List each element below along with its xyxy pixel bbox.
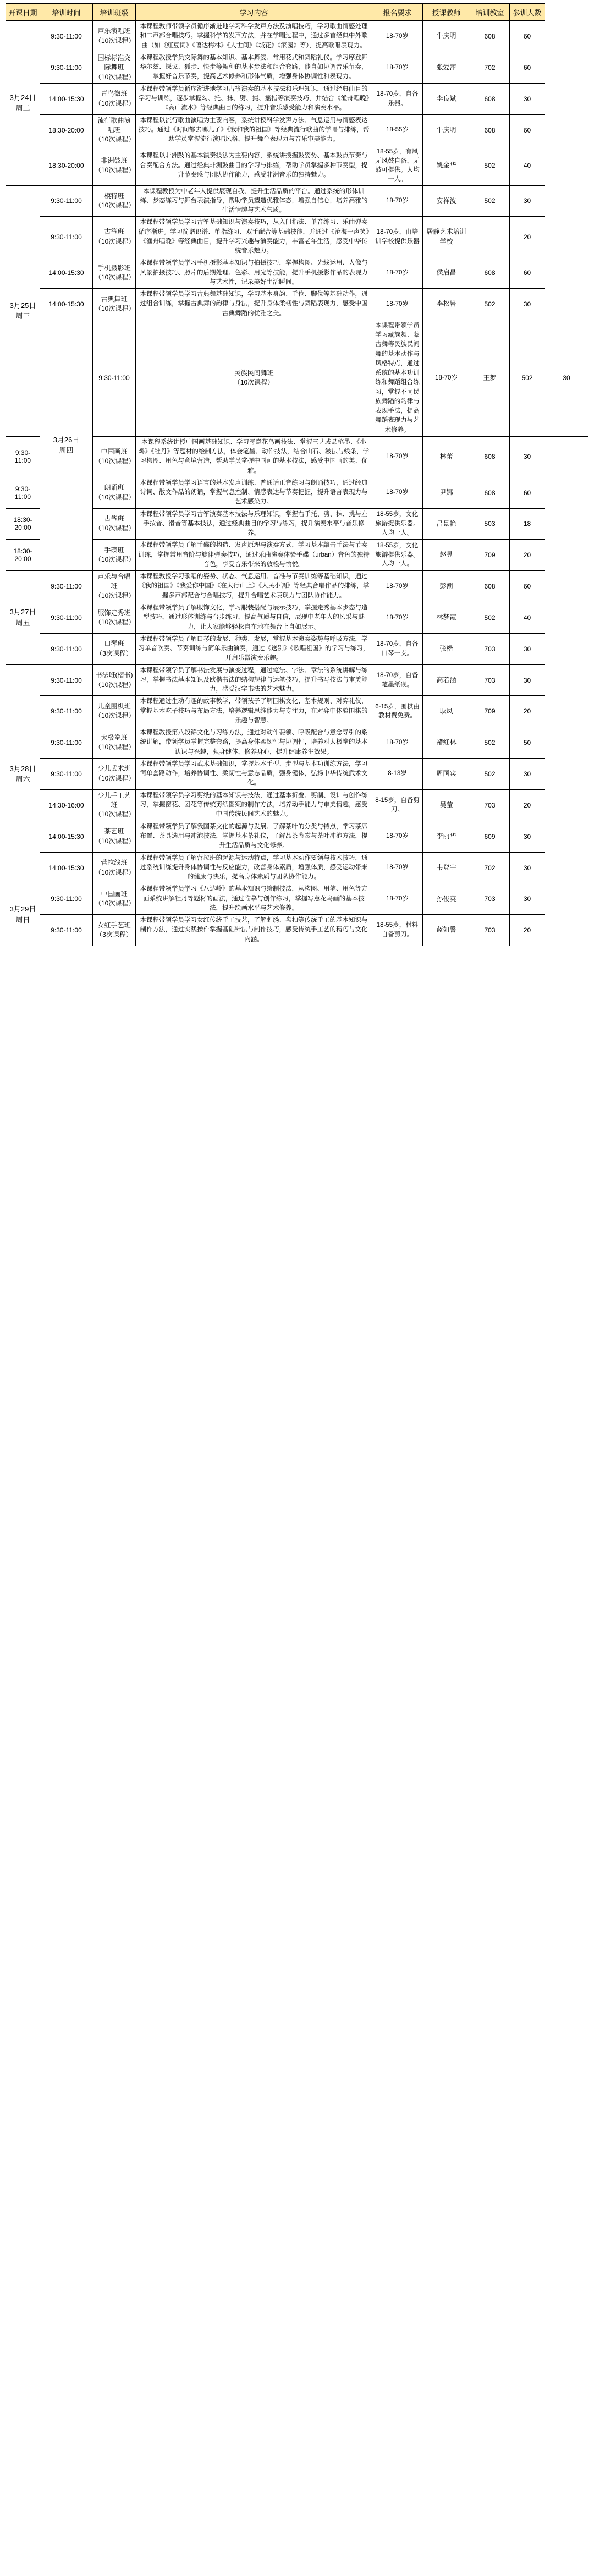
classroom-cell: 503 xyxy=(470,508,510,540)
table-row xyxy=(6,633,588,664)
course-content-cell: 本课程带领学员学习古典舞基础知识，学习基本身韵、手位、脚位等基础动作，通过组合训练，掌握古典舞的韵律与身法，提升身体柔韧性与舞蹈表现力，感受中国古典舞蹈的优雅之美。 xyxy=(136,289,372,320)
table-row xyxy=(6,320,588,436)
teacher-cell: 安祥波 xyxy=(423,185,470,217)
participant-count-cell: 20 xyxy=(510,540,545,571)
training-time-cell: 9:30-11:00 xyxy=(40,664,93,696)
training-time-cell: 14:00-15:30 xyxy=(40,289,93,320)
header-class: 培训班级 xyxy=(93,4,136,21)
participant-count-cell: 60 xyxy=(510,114,545,146)
table-row xyxy=(6,146,588,185)
course-content-cell: 本课程带领学员学习古筝基础知识与演奏技巧，从入门指法、单音练习、乐曲弹奏循序渐进。学习简谱识谱、单指练习、双手配合等基础技能，并通过《沧海一声笑》《渔舟唱晚》等经典曲目，提升学习兴趣与演奏能力，丰富老年生活，感受中华传统音乐魅力。 xyxy=(136,217,372,257)
course-date-cell: 3月24日 周二 xyxy=(6,21,40,186)
teacher-cell: 周国宾 xyxy=(423,758,470,789)
table-row xyxy=(6,217,588,257)
training-time-cell: 9:30-11:00 xyxy=(40,915,93,946)
training-time-cell: 14:00-15:30 xyxy=(40,852,93,883)
course-content-cell: 本课程带领学员了解书法发展与演变过程，通过笔法、字法、章法的系统讲解与练习，掌握书法基本知识及欧楷书法的结构规律与运笔技巧，提升书写技法与审美能力，感受汉字书法的艺术魅力。 xyxy=(136,664,372,696)
course-content-cell: 本课程教授学员交际舞的基本知识、基本舞姿、常用花式和舞蹈礼仪。学习摩登舞华尔兹、探戈、狐步、快步等舞种的基本步法和组合套路，能自如协调音乐节奏，掌握好音乐节奏，提高艺术修养和形体气质，增强身体协调性和表现力。 xyxy=(136,52,372,83)
enrollment-requirement-cell: 18-70岁 xyxy=(372,21,423,52)
classroom-cell: 608 xyxy=(470,257,510,289)
class-name-cell: 茶艺班 （10次课程） xyxy=(93,821,136,852)
classroom-cell: 502 xyxy=(470,758,510,789)
course-content-cell: 本课程教授为中老年人提供展现自我、提升生活品质的平台。通过系统的形体训练、步态练习与舞台表演指导，帮助学员塑造优雅体态，增强自信心，培养高雅的生活情趣与艺术气质。 xyxy=(136,185,372,217)
table-row xyxy=(6,83,588,114)
class-name-cell: 民族民间舞班 （10次课程） xyxy=(136,320,372,436)
participant-count-cell: 60 xyxy=(510,257,545,289)
training-time-cell: 14:00-15:30 xyxy=(40,821,93,852)
classroom-cell: 702 xyxy=(470,52,510,83)
participant-count-cell: 40 xyxy=(510,602,545,634)
training-time-cell: 9:30-11:00 xyxy=(40,883,93,915)
class-name-cell: 女红手艺班 （3次课程） xyxy=(93,915,136,946)
teacher-cell: 李丽华 xyxy=(423,821,470,852)
enrollment-requirement-cell: 18-70岁 xyxy=(372,602,423,634)
header-content: 学习内容 xyxy=(136,4,372,21)
course-content-cell: 本课程教师带领学员循序渐进地学习科学发声方法及演唱技巧，学习歌曲情感处理和二声部合唱技巧。掌握科学的发声方法，并在学唱过程中，通过多首经典中外歌曲（如《红豆词》《嘎达梅林》《人世间》《城花》《家园》等），提高歌唱表现力。 xyxy=(136,21,372,52)
course-content-cell: 本课程带领学员学习剪纸的基本知识与技法，通过基本折叠、剪制、设计与创作练习，掌握窗花、团花等传统剪纸图案的制作方法，培养动手能力与审美情趣，感受中国传统民间艺术的魅力。 xyxy=(136,789,372,821)
enrollment-requirement-cell: 18-55岁，文化旅游提供乐器。人均一人。 xyxy=(372,508,423,540)
training-time-cell: 9:30-11:00 xyxy=(40,696,93,727)
participant-count-cell: 40 xyxy=(510,146,545,185)
teacher-cell: 吴莹 xyxy=(423,789,470,821)
course-content-cell: 本课程带领学员学习古筝演奏基本技法与乐理知识，掌握右手托、劈、抹、挑与左手按音、滑音等基本技法，通过经典曲目的学习与练习，提升演奏水平与音乐修养。 xyxy=(136,508,372,540)
class-name-cell: 古筝班 （10次课程） xyxy=(93,508,136,540)
enrollment-requirement-cell: 18-70岁 xyxy=(372,852,423,883)
training-time-cell: 9:30-11:00 xyxy=(6,477,40,508)
table-row xyxy=(6,571,588,602)
training-time-cell: 14:00-15:30 xyxy=(40,83,93,114)
participant-count-cell: 20 xyxy=(510,217,545,257)
table-header-row xyxy=(6,4,588,21)
table-row xyxy=(6,758,588,789)
teacher-cell: 张爱萍 xyxy=(423,52,470,83)
table-row xyxy=(6,21,588,52)
training-time-cell: 18:30-20:00 xyxy=(6,540,40,571)
class-name-cell: 古典舞班 （10次课程） xyxy=(93,289,136,320)
training-time-cell: 9:30-11:00 xyxy=(40,21,93,52)
enrollment-requirement-cell: 18-70岁 xyxy=(372,52,423,83)
table-row xyxy=(6,436,588,477)
class-name-cell: 手机摄影班 （10次课程） xyxy=(93,257,136,289)
class-name-cell: 书法班(楷书) （10次课程） xyxy=(93,664,136,696)
participant-count-cell: 20 xyxy=(510,789,545,821)
training-time-cell: 9:30-11:00 xyxy=(40,52,93,83)
classroom-cell: 608 xyxy=(470,114,510,146)
enrollment-requirement-cell: 18-70岁 xyxy=(372,289,423,320)
classroom-cell: 709 xyxy=(470,540,510,571)
teacher-cell: 蓝如馨 xyxy=(423,915,470,946)
table-row xyxy=(6,852,588,883)
participant-count-cell: 60 xyxy=(510,571,545,602)
classroom-cell: 703 xyxy=(470,633,510,664)
teacher-cell: 彭潮 xyxy=(423,571,470,602)
teacher-cell: 居静艺术培训学校 xyxy=(423,217,470,257)
teacher-cell: 王梦 xyxy=(470,320,510,436)
teacher-cell: 牛庆明 xyxy=(423,21,470,52)
classroom-cell: 703 xyxy=(470,883,510,915)
table-row xyxy=(6,289,588,320)
course-content-cell: 本课程带领学员了解我国茶文化的起源与发展、了解茶叶的分类与特点，学习茶席布置、茶具选用与冲泡技法，掌握基本茶礼仪，了解品茶鉴赏与茶叶冲泡方法，提升生活品质与文化修养。 xyxy=(136,821,372,852)
training-time-cell: 18:30-20:00 xyxy=(40,146,93,185)
classroom-cell: 502 xyxy=(470,185,510,217)
header-date: 开课日期 xyxy=(6,4,40,21)
class-name-cell: 太极拳班 （10次课程） xyxy=(93,727,136,759)
table-row xyxy=(6,664,588,696)
class-name-cell: 儿童围棋班 （10次课程） xyxy=(93,696,136,727)
teacher-cell: 张楷 xyxy=(423,633,470,664)
participant-count-cell: 60 xyxy=(510,52,545,83)
table-row xyxy=(6,821,588,852)
classroom-cell: 502 xyxy=(510,320,545,436)
enrollment-requirement-cell: 18-70岁 xyxy=(372,571,423,602)
course-content-cell: 本课程带领学员学习《八达岭》的基本知识与绘制技法，从构图、用笔、用色等方面系统讲解牡丹等题材的画法，通过临摹与创作练习，掌握写意花鸟画的基本技法，提升绘画水平与艺术修养。 xyxy=(136,883,372,915)
class-name-cell: 手碟班 （10次课程） xyxy=(93,540,136,571)
course-content-cell: 本课程通过生动有趣的故事教学，带领孩子了解围棋文化、基本规则、对弈礼仪，掌握基本吃子技巧与布局方法，培养逻辑思维能力与专注力，在对弈中体验围棋的乐趣与智慧。 xyxy=(136,696,372,727)
class-name-cell: 中国画班 （10次课程） xyxy=(93,436,136,477)
participant-count-cell: 30 xyxy=(510,83,545,114)
table-row xyxy=(6,52,588,83)
participant-count-cell: 30 xyxy=(510,289,545,320)
teacher-cell: 高若涵 xyxy=(423,664,470,696)
table-row xyxy=(6,477,588,508)
training-time-cell: 9:30-11:00 xyxy=(40,602,93,634)
course-content-cell: 本课程带领学员了解手碟的构造、发声原理与演奏方式，学习基本敲击手法与节奏训练，掌握常用音阶与旋律弹奏技巧，通过乐曲演奏体验手碟（urban）音色的独特音色，享受音乐带来的放松与愉悦。 xyxy=(136,540,372,571)
header-room: 培训教室 xyxy=(470,4,510,21)
classroom-cell: 703 xyxy=(470,915,510,946)
enrollment-requirement-cell: 18-70岁，自备笔墨纸砚。 xyxy=(372,664,423,696)
participant-count-cell: 30 xyxy=(510,185,545,217)
enrollment-requirement-cell: 18-70岁 xyxy=(372,436,423,477)
participant-count-cell: 50 xyxy=(510,727,545,759)
course-content-cell: 本课程以流行歌曲演唱为主要内容，系统讲授科学发声方法、气息运用与情感表达技巧。通过《时间都去哪儿了》《我和我的祖国》等经典流行歌曲的学唱与排练，帮助学员掌握流行演唱风格，提升舞台表现力与音乐审美能力。 xyxy=(136,114,372,146)
participant-count-cell: 30 xyxy=(545,320,588,436)
teacher-cell: 李良斌 xyxy=(423,83,470,114)
class-name-cell: 朗诵班 （10次课程） xyxy=(93,477,136,508)
table-row xyxy=(6,257,588,289)
classroom-cell: 608 xyxy=(470,83,510,114)
teacher-cell: 侯启昌 xyxy=(423,257,470,289)
course-content-cell: 本课程带领学员循序渐进地学习古筝演奏的基本技法和乐理知识，通过经典曲目的学习与训练，逐步掌握勾、托、抹、劈、撮、摇指等演奏技巧，并结合《渔舟唱晚》《高山流水》等经典曲目的练习，提升音乐感受能力和演奏水平。 xyxy=(136,83,372,114)
enrollment-requirement-cell: 18-70岁 xyxy=(372,727,423,759)
class-name-cell: 流行歌曲演唱班 （10次课程） xyxy=(93,114,136,146)
training-time-cell: 9:30-11:00 xyxy=(40,727,93,759)
course-date-cell: 3月29日 周日 xyxy=(6,883,40,946)
participant-count-cell: 30 xyxy=(510,852,545,883)
enrollment-requirement-cell: 18-70岁 xyxy=(372,821,423,852)
training-time-cell: 9:30-11:00 xyxy=(40,185,93,217)
class-name-cell: 服饰走秀班 （10次课程） xyxy=(93,602,136,634)
classroom-cell xyxy=(470,217,510,257)
header-teacher: 授课教师 xyxy=(423,4,470,21)
classroom-cell: 709 xyxy=(470,696,510,727)
teacher-cell: 耿凤 xyxy=(423,696,470,727)
table-row xyxy=(6,540,588,571)
enrollment-requirement-cell: 18-70岁，由培训学校提供乐器 xyxy=(372,217,423,257)
teacher-cell: 牛庆明 xyxy=(423,114,470,146)
teacher-cell: 褚红林 xyxy=(423,727,470,759)
table-row xyxy=(6,915,588,946)
table-row xyxy=(6,185,588,217)
training-time-cell: 9:30-11:00 xyxy=(40,758,93,789)
teacher-cell: 尹娜 xyxy=(423,477,470,508)
class-name-cell: 少儿武术班 （10次课程） xyxy=(93,758,136,789)
header-time: 培训时间 xyxy=(40,4,93,21)
class-name-cell: 国标标准交际舞班 （10次课程） xyxy=(93,52,136,83)
classroom-cell: 703 xyxy=(470,664,510,696)
class-name-cell: 非洲鼓班 （10次课程） xyxy=(93,146,136,185)
participant-count-cell: 18 xyxy=(510,508,545,540)
course-date-cell: 3月25日 周三 xyxy=(6,185,40,436)
table-row xyxy=(6,883,588,915)
table-row xyxy=(6,696,588,727)
course-content-cell: 本课程带领学员学习武术基础知识，掌握基本手型、步型与基本功训练方法，学习简单套路动作，培养协调性、柔韧性与意志品质，强身健体，弘扬中华传统武术文化。 xyxy=(136,758,372,789)
enrollment-requirement-cell: 18-70岁 xyxy=(372,257,423,289)
course-content-cell: 本课程教授学习歌唱的姿势、状态、气息运用、音准与节奏训练等基础知识，通过《我的祖国》《我爱你中国》《在太行山上》《人民小调》等经典合唱作品的排练，掌握多声部配合与合唱技巧，提升合唱艺术表现力与团队协作能力。 xyxy=(136,571,372,602)
class-name-cell: 中国画班 （10次课程） xyxy=(93,883,136,915)
course-content-cell: 本课程带领学员学习女红传统手工技艺，了解刺绣、盘扣等传统手工的基本知识与制作方法，通过实践操作掌握基础针法与制作技巧，感受传统手工艺的精巧与文化内涵。 xyxy=(136,915,372,946)
teacher-cell: 韦登宇 xyxy=(423,852,470,883)
course-date-cell: 3月26日 周四 xyxy=(40,320,93,570)
training-time-cell: 18:30-20:00 xyxy=(40,114,93,146)
classroom-cell: 608 xyxy=(470,21,510,52)
teacher-cell: 姚金华 xyxy=(423,146,470,185)
participant-count-cell: 30 xyxy=(510,758,545,789)
training-time-cell: 18:30-20:00 xyxy=(6,508,40,540)
class-name-cell: 青鸟微班 （10次课程） xyxy=(93,83,136,114)
training-time-cell: 9:30-11:00 xyxy=(40,633,93,664)
enrollment-requirement-cell: 8-13岁 xyxy=(372,758,423,789)
table-row xyxy=(6,114,588,146)
training-time-cell: 14:00-15:30 xyxy=(40,257,93,289)
enrollment-requirement-cell: 18-70岁 xyxy=(372,883,423,915)
participant-count-cell: 30 xyxy=(510,633,545,664)
enrollment-requirement-cell: 18-55岁，材料自备剪刀。 xyxy=(372,915,423,946)
classroom-cell: 608 xyxy=(470,477,510,508)
participant-count-cell: 20 xyxy=(510,915,545,946)
course-content-cell: 本课程教授第八段锦文化与习练方法，通过对动作要领、呼吸配合与意念导引的系统讲解，带领学员掌握完整套路，提高身体柔韧性与协调性，培养对太极拳的基本认识与兴趣，强身健体，修养身心，提升健康养生效果。 xyxy=(136,727,372,759)
teacher-cell: 吕景艳 xyxy=(423,508,470,540)
header-capacity: 参训人数 xyxy=(510,4,545,21)
classroom-cell: 608 xyxy=(470,571,510,602)
participant-count-cell: 20 xyxy=(510,696,545,727)
teacher-cell: 孙俊英 xyxy=(423,883,470,915)
classroom-cell: 608 xyxy=(470,436,510,477)
participant-count-cell: 30 xyxy=(510,883,545,915)
participant-count-cell: 60 xyxy=(510,477,545,508)
course-content-cell: 本课程带领学员学习语言的基本发声训练、普通话正音练习与朗诵技巧，通过经典诗词、散文作品的朗诵，掌握气息控制、情感表达与节奏把握，提升语言表现力与艺术感染力。 xyxy=(136,477,372,508)
enrollment-requirement-cell: 18-55岁 xyxy=(372,114,423,146)
class-name-cell: 古筝班 （10次课程） xyxy=(93,217,136,257)
classroom-cell: 703 xyxy=(470,789,510,821)
training-time-cell: 14:30-16:00 xyxy=(40,789,93,821)
teacher-cell: 赵昱 xyxy=(423,540,470,571)
training-time-cell: 9:30-11:00 xyxy=(6,436,40,477)
course-content-cell: 本课程系统讲授中国画基础知识、学习写意花鸟画技法、掌握三艺或品笔墨、《小鸡》《牡丹》等题材的绘制方法，体会笔墨、动作技法，结合山石、皴法与线条，学习构图、用色与意境营造，帮助学员掌握中国画的基本技法，感受中国画的美、优雅。 xyxy=(136,436,372,477)
classroom-cell: 502 xyxy=(470,727,510,759)
class-name-cell: 少儿手工艺班 （10次课程） xyxy=(93,789,136,821)
course-date-cell: 3月27日 周五 xyxy=(6,571,40,665)
course-content-cell: 本课程带领学员了解服饰文化，学习服装搭配与展示技巧，掌握走秀基本步态与造型技巧，通过形体训练与台步练习，提高气质与自信，展现中老年人的风采与魅力，让大家能够轻松自在地在舞台上自如展示。 xyxy=(136,602,372,634)
table-row xyxy=(6,727,588,759)
header-requirement: 报名要求 xyxy=(372,4,423,21)
course-content-cell: 本课程以非洲鼓的基本演奏技法为主要内容，系统讲授握鼓姿势、基本鼓点节奏与合奏配合方法。通过经典非洲鼓曲目的学习与排练，帮助学员掌握多种节奏型，提升节奏感与团队协作能力，感受非洲音乐的独特魅力。 xyxy=(136,146,372,185)
training-schedule-table xyxy=(6,3,588,946)
class-name-cell: 营拉线班 （10次课程） xyxy=(93,852,136,883)
enrollment-requirement-cell: 18-70岁 xyxy=(372,185,423,217)
enrollment-requirement-cell: 18-70岁，自备乐器。 xyxy=(372,83,423,114)
participant-count-cell: 30 xyxy=(510,664,545,696)
participant-count-cell: 60 xyxy=(510,21,545,52)
training-time-cell: 9:30-11:00 xyxy=(40,217,93,257)
classroom-cell: 702 xyxy=(470,852,510,883)
table-row xyxy=(6,789,588,821)
enrollment-requirement-cell: 18-70岁 xyxy=(372,477,423,508)
course-content-cell: 本课程带领学员学习藏族舞、蒙古舞等民族民间舞的基本动作与风格特点，通过系统的基本功训练和舞蹈组合练习，掌握不同民族舞蹈的韵律与表现手法，提高舞蹈表现力与艺术修养。 xyxy=(372,320,423,436)
class-name-cell: 模特班 （10次课程） xyxy=(93,185,136,217)
table-body xyxy=(6,21,588,946)
course-content-cell: 本课程带领学员了解营拉班的起源与运动特点，学习基本动作要领与技术技巧，通过系统训练提升身体协调性与反应能力，改善身体素质，增强体质，感受运动带来的健康与快乐，提高身体素质与团队协作能力。 xyxy=(136,852,372,883)
enrollment-requirement-cell: 6-15岁，围棋由教材费免费。 xyxy=(372,696,423,727)
enrollment-requirement-cell: 18-55岁，有风无风鼓自备，无鼓可提供。人均一人。 xyxy=(372,146,423,185)
class-name-cell: 口琴班 （3次课程） xyxy=(93,633,136,664)
table-row xyxy=(6,508,588,540)
participant-count-cell: 30 xyxy=(510,821,545,852)
course-content-cell: 本课程带领学员了解口琴的发展、种类、发展，掌握基本演奏姿势与呼吸方法，学习单音吹奏、节奏训练与简单乐曲演奏，通过《送别》《歌唱祖国》的学习与练习，开启乐器演奏乐趣。 xyxy=(136,633,372,664)
class-name-cell: 声乐与合唱班 （10次课程） xyxy=(93,571,136,602)
classroom-cell: 502 xyxy=(470,289,510,320)
enrollment-requirement-cell: 18-55岁，文化旅游提供乐器。人均一人。 xyxy=(372,540,423,571)
classroom-cell: 502 xyxy=(470,146,510,185)
class-name-cell: 声乐演唱班 （10次课程） xyxy=(93,21,136,52)
classroom-cell: 502 xyxy=(470,602,510,634)
participant-count-cell: 30 xyxy=(510,436,545,477)
course-content-cell: 本课程带领学员学习手机摄影基本知识与拍摄技巧，掌握构图、光线运用、人像与风景拍摄技巧、照片的后期处理、色彩、用光等技能，提升手机摄影作品的表现力与艺术性，记录美好生活瞬间。 xyxy=(136,257,372,289)
table-row xyxy=(6,602,588,634)
training-time-cell: 9:30-11:00 xyxy=(40,571,93,602)
teacher-cell: 李松岩 xyxy=(423,289,470,320)
course-date-cell: 3月28日 周六 xyxy=(6,664,40,883)
enrollment-requirement-cell: 18-70岁，自备口琴一支。 xyxy=(372,633,423,664)
enrollment-requirement-cell: 18-70岁 xyxy=(423,320,470,436)
enrollment-requirement-cell: 8-15岁，自备剪刀。 xyxy=(372,789,423,821)
training-time-cell: 9:30-11:00 xyxy=(93,320,136,436)
teacher-cell: 林梦霞 xyxy=(423,602,470,634)
classroom-cell: 609 xyxy=(470,821,510,852)
teacher-cell: 林蕾 xyxy=(423,436,470,477)
